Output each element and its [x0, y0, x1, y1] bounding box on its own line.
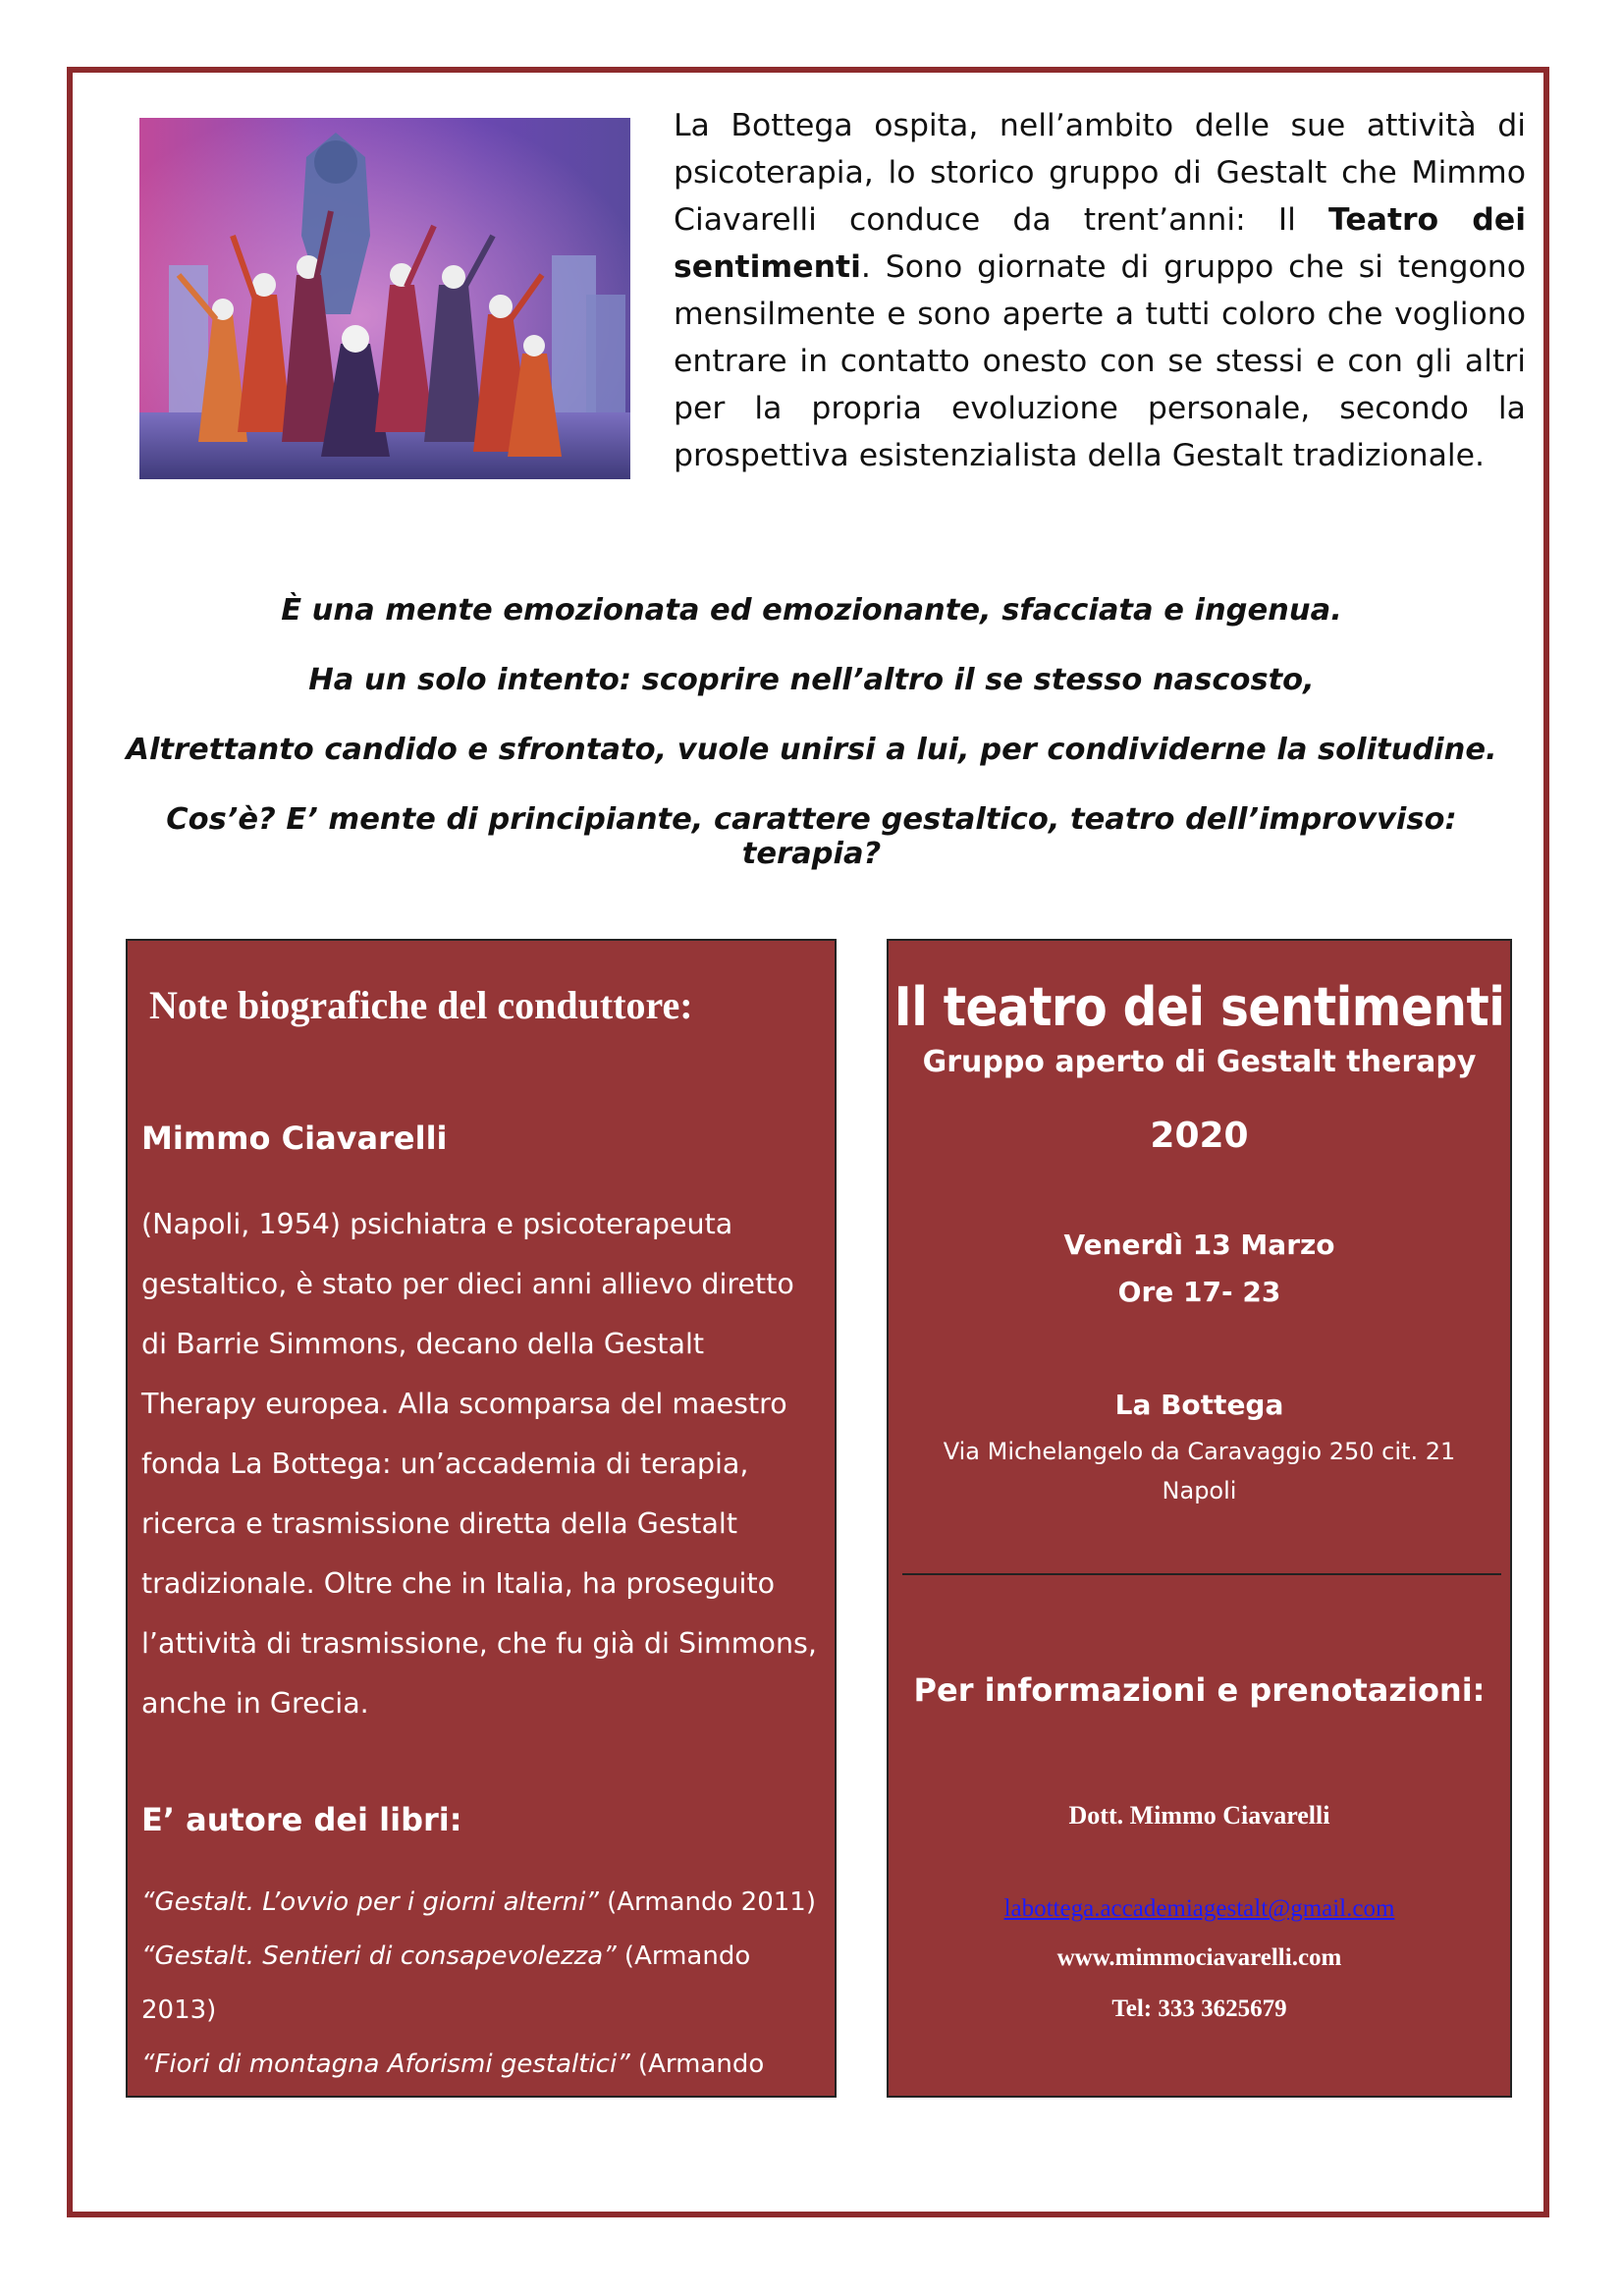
website-link[interactable]: www.mimmociavarelli.com — [1056, 1944, 1342, 1971]
info-heading: Per informazioni e prenotazioni: — [913, 1671, 1486, 1709]
event-title: Il teatro dei sentimenti — [893, 976, 1505, 1038]
bio-heading: Note biografiche del conduttore: — [149, 983, 693, 1027]
event-year: 2020 — [1150, 1116, 1249, 1156]
event-address-block — [889, 1432, 1510, 1510]
book-item — [141, 1876, 829, 1930]
event-subtitle: Gruppo aperto di Gestalt therapy — [922, 1045, 1477, 1079]
book-title: “Gestalt. L’ovvio per i giorni alterni” — [141, 1887, 599, 1917]
quote-line-4: Cos’è? E’ mente di principiante, carattere gestaltico, teatro dell’improvviso: terapia? — [166, 802, 1457, 871]
book-publisher: (Armando 2019) — [141, 2050, 765, 2133]
intro-bold-title: Teatro dei sentimenti — [674, 202, 1526, 285]
book-item — [141, 1930, 829, 2038]
book-publisher: (Armando 2013) — [141, 1941, 751, 2025]
intro-text-1: La Bottega ospita, nell’ambito delle sue attività di psicoterapia, lo storico gruppo di Gestalt che Mimmo Ciavarelli conduce da trent’anni: Il — [674, 108, 1526, 238]
email-row — [889, 1895, 1510, 1923]
bio-name: Mimmo Ciavarelli — [141, 1120, 448, 1157]
intro-paragraph — [674, 102, 1526, 479]
event-date: Venerdì 13 Marzo — [1063, 1229, 1335, 1261]
books-heading: E’ autore dei libri: — [141, 1801, 462, 1838]
bio-panel — [126, 939, 837, 2133]
phone-number: Tel: 333 3625679 — [1111, 1995, 1287, 2022]
book-title: “Fiori di montagna Aforismi gestaltici” — [141, 2050, 630, 2079]
divider — [902, 1573, 1501, 1575]
event-time: Ore 17- 23 — [1117, 1276, 1281, 1308]
quote-line-1: È una mente emozionata ed emozionante, sfacciata e ingenua. — [281, 593, 1342, 628]
event-address: Via Michelangelo da Caravaggio 250 cit. 21 — [943, 1438, 1456, 1465]
bio-text: (Napoli, 1954) psichiatra e psicoterapeuta gestaltico, è stato per dieci anni allievo diretto di Barrie Simmons, decano della Gestalt Therapy europea. Alla scomparsa del maestro fonda La Bottega: un’accademia di terapia, ricerca e trasmissione diretta della Gestalt tradizionale. Oltre che in Italia, ha proseguito l’attività di trasmissione, che fu già di Simmons, anche in Grecia. — [141, 1208, 817, 1720]
event-city: Napoli — [1162, 1477, 1237, 1504]
quote-line-2: Ha un solo intento: scoprire nell’altro il se stesso nascosto, — [308, 663, 1315, 697]
quote-line-3: Altrettanto candido e sfrontato, vuole unirsi a lui, per condividerne la solitudine. — [126, 733, 1497, 767]
email-link[interactable]: labottega.accademiagestalt@gmail.com — [1003, 1895, 1395, 1922]
book-item — [141, 2038, 829, 2146]
theatre-photo — [139, 118, 630, 479]
event-datetime — [889, 1222, 1510, 1316]
contact-name: Dott. Mimmo Ciavarelli — [1068, 1801, 1330, 1830]
books-list — [141, 1876, 829, 2146]
book-title: “Gestalt. Sentieri di consapevolezza” — [141, 1941, 617, 1971]
event-panel — [887, 939, 1512, 2098]
event-venue: La Bottega — [1114, 1389, 1284, 1421]
intro-text-2: . Sono giornate di gruppo che si tengono mensilmente e sono aperte a tutti coloro che vogliono entrare in contatto onesto con se stessi e con gli altri per la propria evoluzione personale, secondo la prospettiva esistenzialista della Gestalt tradizionale. — [674, 249, 1526, 473]
book-publisher: (Armando 2011) — [598, 1887, 816, 1917]
